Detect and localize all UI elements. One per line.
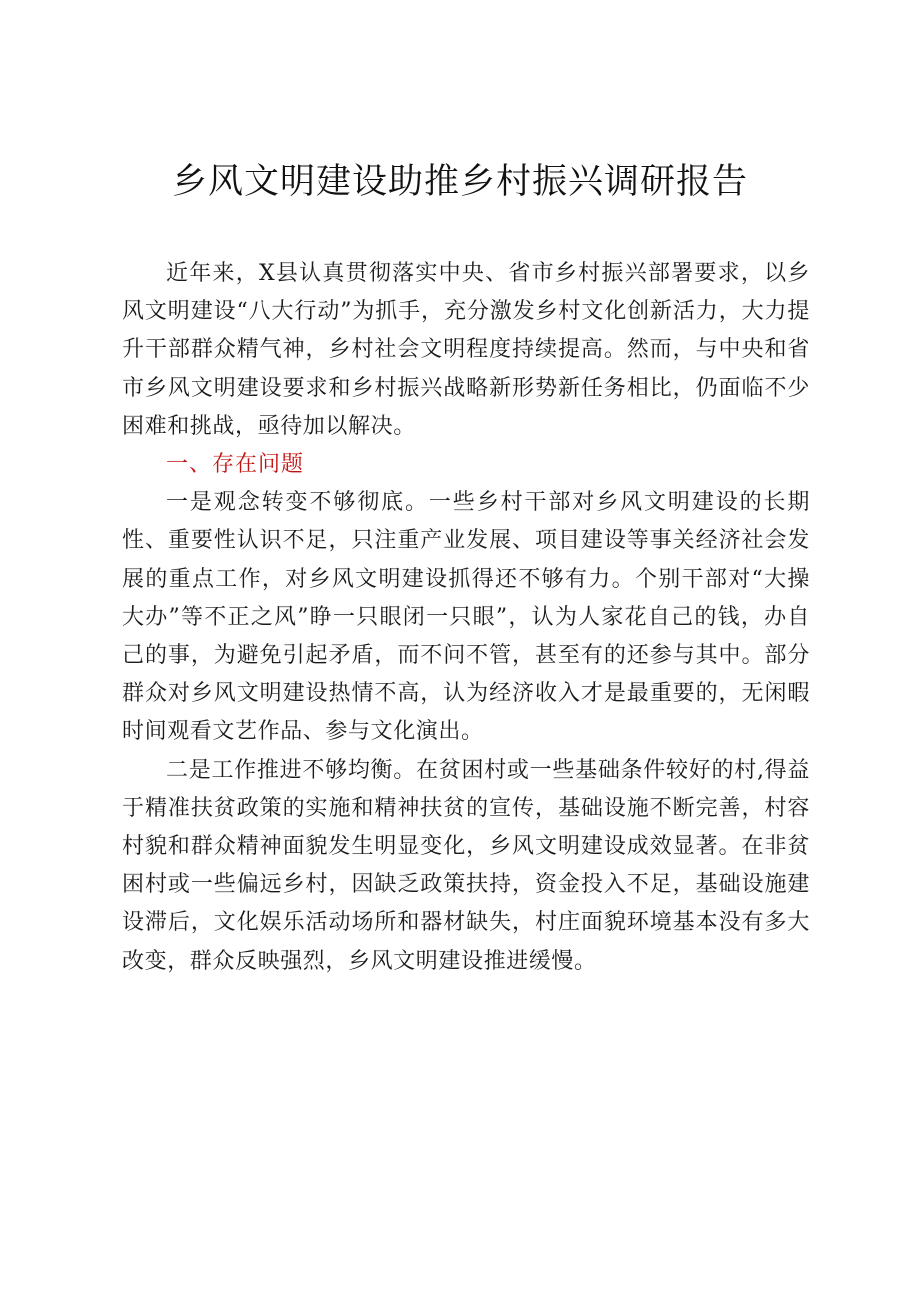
- body-paragraph-2: 二是工作推进不够均衡。在贫困村或一些基础条件较好的村,得益于精准扶贫政策的实施和精神扶贫的宣传，基础设施不断完善，村容村貌和群众精神面貌发生明显变化，乡风文明建设成效显著。在非贫困村或一些偏远乡村，因缺乏政策扶持，资金投入不足，基础设施建设滞后，文化娱乐活动场所和器材缺失，村庄面貌环境基本没有多大改变，群众反映强烈，乡风文明建设推进缓慢。: [122, 757, 810, 974]
- intro-paragraph: 近年来，X县认真贯彻落实中央、省市乡村振兴部署要求，以乡风文明建设“八大行动”为抓手，充分激发乡村文化创新活力，大力提升干部群众精气神，乡村社会文明程度持续提高。然而，与中央和省市乡风文明建设要求和乡村振兴战略新形势新任务相比，仍面临不少困难和挑战，亟待加以解决。: [122, 261, 810, 439]
- body-paragraph-1: 一是观念转变不够彻底。一些乡村干部对乡风文明建设的长期性、重要性认识不足，只注重产业发展、项目建设等事关经济社会发展的重点工作，对乡风文明建设抓得还不够有力。个别干部对“大操大办”等不正之风”睁一只眼闭一只眼”，认为人家花自己的钱，办自己的事，为避免引起矛盾，而不问不管，甚至有的还参与其中。部分群众对乡风文明建设热情不高，认为经济收入才是最重要的，无闲暇时间观看文艺作品、参与文化演出。: [122, 490, 810, 745]
- document-title: 乡风文明建设助推乡村振兴调研报告: [171, 162, 748, 202]
- document-body: [122, 255, 810, 981]
- section-heading: 一、存在问题: [166, 452, 305, 478]
